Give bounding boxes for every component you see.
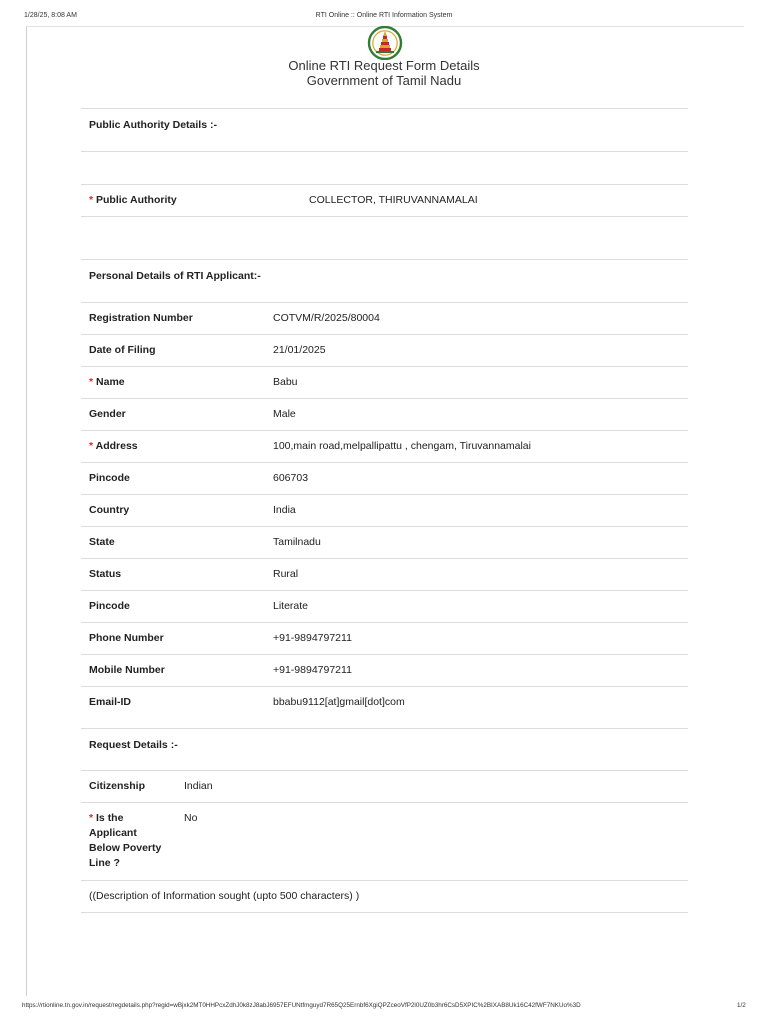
registration-number-value: COTVM/R/2025/80004: [273, 312, 380, 324]
page-heading: [0, 58, 768, 88]
row-citizenship: [81, 771, 688, 803]
print-page-number: 1/2: [737, 1002, 746, 1009]
field-label: Country: [89, 504, 130, 516]
public-authority-value: COLLECTOR, THIRUVANNAMALAI: [309, 194, 478, 206]
row-registration-number: [81, 303, 688, 335]
spacer-row: [81, 152, 688, 185]
field-label: * Public Authority: [89, 194, 177, 206]
heading-form-title: Online RTI Request Form Details: [288, 58, 480, 73]
row-pincode: [81, 463, 688, 495]
required-marker: *: [89, 812, 94, 824]
field-label: * Name: [89, 376, 125, 388]
field-label: Phone Number: [89, 632, 164, 644]
row-description: [81, 881, 688, 913]
gender-value: Male: [273, 408, 296, 420]
print-date: 1/28/25, 8:08 AM: [24, 12, 77, 19]
section-personal-details: [81, 260, 688, 303]
row-status: [81, 559, 688, 591]
date-of-filing-value: 21/01/2025: [273, 344, 326, 356]
row-date-of-filing: [81, 335, 688, 367]
description-label: ((Description of Information sought (upto 500 characters) ): [89, 890, 360, 902]
field-label: Mobile Number: [89, 664, 165, 676]
section-public-authority-details: [81, 109, 688, 152]
field-label: State: [89, 536, 115, 548]
name-value: Babu: [273, 376, 298, 388]
address-value: 100,main road,melpallipattu , chengam, Tiruvannamalai: [273, 440, 531, 452]
section-title: Request Details :-: [89, 739, 178, 751]
rti-request-form: [81, 108, 688, 913]
mobile-number-value: +91-9894797211: [273, 664, 352, 676]
row-below-poverty-line: [81, 803, 688, 881]
row-gender: [81, 399, 688, 431]
page-left-border: [26, 26, 27, 996]
field-label: * Is the Applicant Below Poverty Line ?: [89, 812, 162, 869]
pincode-value: 606703: [273, 472, 309, 484]
field-label: Status: [89, 568, 122, 580]
field-label: Email-ID: [89, 696, 132, 708]
section-title: Personal Details of RTI Applicant:-: [89, 270, 261, 282]
status-value: Rural: [273, 568, 299, 580]
field-label: Registration Number: [89, 312, 193, 324]
country-value: India: [273, 504, 296, 516]
education-value: Literate: [273, 600, 309, 612]
phone-number-value: +91-9894797211: [273, 632, 352, 644]
state-value: Tamilnadu: [273, 536, 321, 548]
row-public-authority: [81, 185, 688, 217]
row-phone-number: [81, 623, 688, 655]
row-education: [81, 591, 688, 623]
row-email: [81, 687, 688, 729]
field-label: Pincode: [89, 472, 130, 484]
row-mobile-number: [81, 655, 688, 687]
spacer-row: [81, 217, 688, 260]
citizenship-value: Indian: [184, 780, 213, 792]
field-label: Citizenship: [89, 780, 146, 792]
required-marker: *: [89, 194, 94, 206]
row-name: [81, 367, 688, 399]
email-value: bbabu9112[at]gmail[dot]com: [273, 696, 405, 708]
field-label: * Address: [89, 440, 138, 452]
required-marker: *: [89, 376, 94, 388]
section-title: Public Authority Details :-: [89, 119, 217, 131]
print-url: https://rtionline.tn.gov.in/request/regdetails.php?regid=wBjxk2MT0HHPcxZdhJ0k8zJ8abJ6957EFUNtfmguyd7R65Q25Ernbf6XgiQPZceoVfP2l0UZ0b3hr6CsD5XPIC%2BIXAB8Uk16C42fWF7NKUo%3D: [22, 1002, 581, 1009]
section-request-details: [81, 729, 688, 771]
field-label: Date of Filing: [89, 344, 156, 356]
print-header: [0, 12, 768, 22]
row-address: [81, 431, 688, 463]
tamil-nadu-emblem-icon: [366, 26, 404, 60]
field-label: Pincode: [89, 600, 130, 612]
row-country: [81, 495, 688, 527]
field-label: Gender: [89, 408, 126, 420]
below-poverty-line-value: No: [184, 812, 198, 824]
required-marker: *: [89, 440, 94, 452]
heading-government: Government of Tamil Nadu: [306, 73, 462, 88]
row-state: [81, 527, 688, 559]
print-page-title: RTI Online :: Online RTI Information System: [315, 12, 453, 19]
